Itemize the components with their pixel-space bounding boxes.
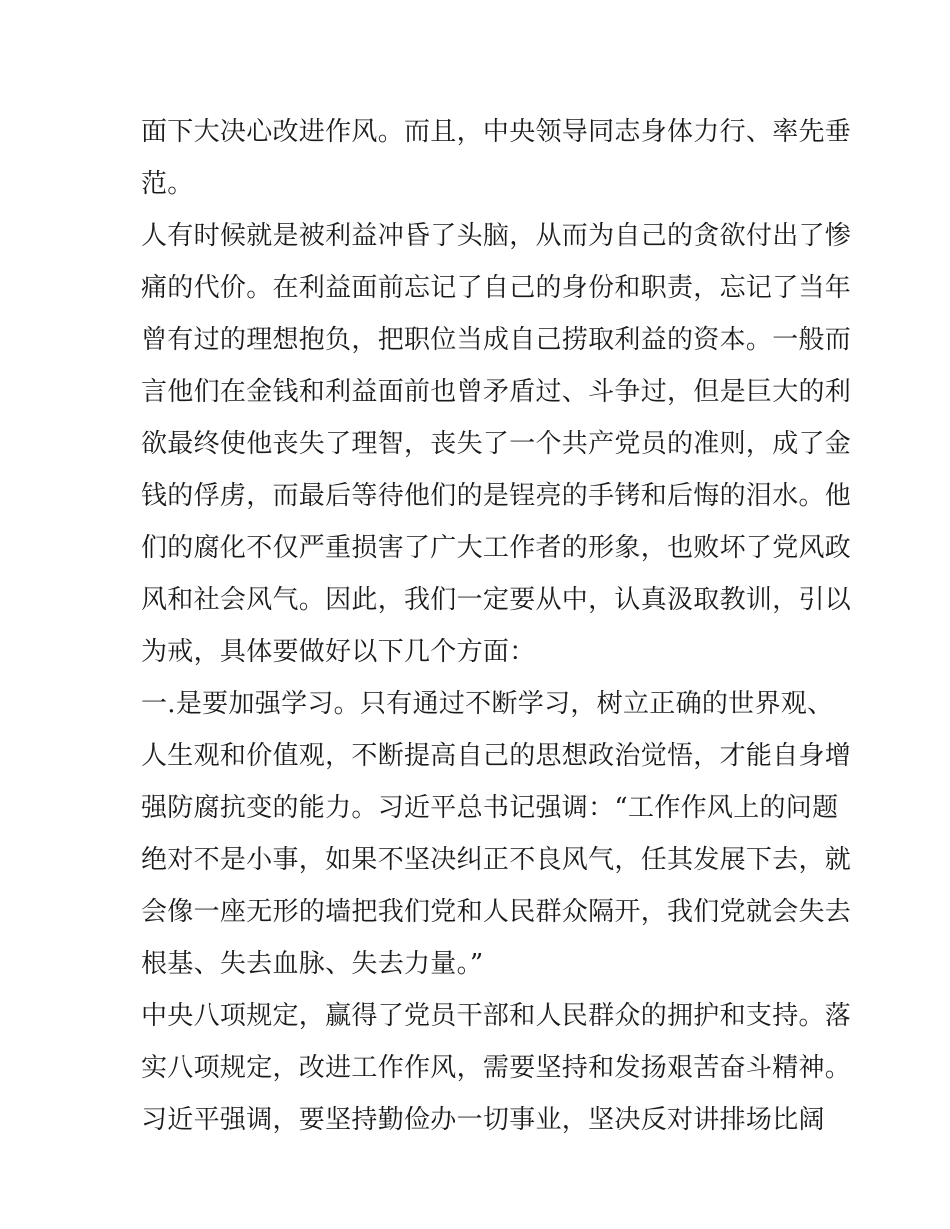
- text-line: 们的腐化不仅严重损害了广大工作者的形象，也败坏了党风政: [141, 533, 852, 563]
- text-line: 风和社会风气。因此，我们一定要从中，认真汲取教训，引以: [141, 585, 852, 615]
- text-line: 欲最终使他丧失了理智，丧失了一个共产党员的准则，成了金: [141, 429, 852, 459]
- text-line: 一.是要加强学习。只有通过不断学习，树立正确的世界观、: [141, 689, 834, 719]
- text-line: 面下大决心改进作风。而且，中央领导同志身体力行、率先垂: [141, 117, 852, 147]
- text-line: 根基、失去血脉、失去力量。”: [141, 949, 484, 979]
- text-line: 会像一座无形的墙把我们党和人民群众隔开，我们党就会失去: [141, 897, 852, 927]
- text-line: 绝对不是小事，如果不坚决纠正不良风气，任其发展下去，就: [141, 845, 852, 875]
- text-line: 言他们在金钱和利益面前也曾矛盾过、斗争过，但是巨大的利: [141, 377, 852, 407]
- text-line: 习近平强调，要坚持勤俭办一切事业，坚决反对讲排场比阔: [141, 1105, 825, 1135]
- text-line: 中央八项规定，赢得了党员干部和人民群众的拥护和支持。落: [141, 1001, 852, 1031]
- text-line: 实八项规定，改进工作作风，需要坚持和发扬艰苦奋斗精神。: [141, 1053, 852, 1083]
- text-line: 范。: [141, 169, 194, 199]
- text-line: 钱的俘虏，而最后等待他们的是锃亮的手铐和后悔的泪水。他: [141, 481, 852, 511]
- text-line: 强防腐抗变的能力。习近平总书记强调：“工作作风上的问题: [141, 793, 839, 823]
- document-body: [141, 106, 852, 1146]
- text-line: 人生观和价值观，不断提高自己的思想政治觉悟，才能自身增: [141, 741, 852, 771]
- text-line: 痛的代价。在利益面前忘记了自己的身份和职责，忘记了当年: [141, 273, 852, 303]
- text-line: 为戒，具体要做好以下几个方面：: [141, 637, 536, 667]
- text-line: 曾有过的理想抱负，把职位当成自己捞取利益的资本。一般而: [141, 325, 852, 355]
- text-line: 人有时候就是被利益冲昏了头脑，从而为自己的贪欲付出了惨: [141, 221, 852, 251]
